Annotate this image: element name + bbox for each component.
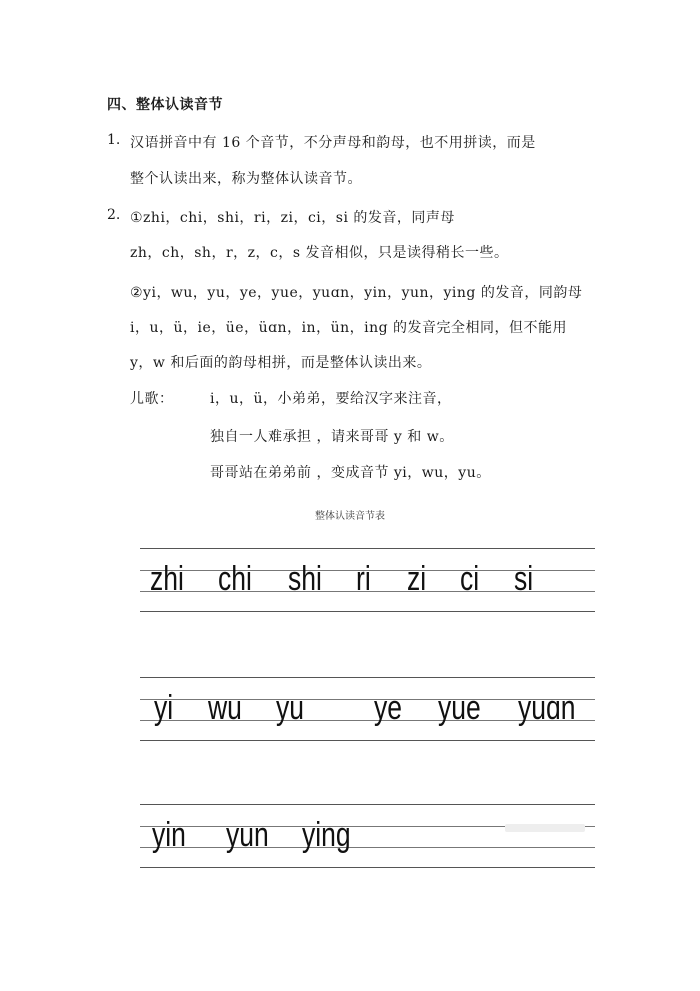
text-line: zh，ch，sh，r，z，c，s 发音相似，只是读得稍长一些。	[130, 245, 509, 261]
syllable: wu	[208, 689, 242, 727]
ruled-line	[140, 611, 595, 612]
syllable: yun	[226, 816, 269, 854]
syllable: ri	[356, 560, 371, 598]
rhyme-line: i，u，ü，小弟弟，要给汉字来注音，	[210, 391, 452, 407]
syllable: yin	[152, 816, 186, 854]
text-line: 整个认读出来，称为整体认读音节。	[130, 171, 362, 187]
text-line: y，w 和后面的韵母相拼，而是整体认读出来。	[130, 355, 432, 371]
point-number: 1.	[107, 132, 121, 148]
syllable: yuɑn	[518, 689, 576, 727]
ruled-line	[140, 847, 595, 848]
point-number: 2.	[107, 207, 121, 223]
syllable: yu	[276, 689, 305, 727]
syllable: zi	[407, 560, 427, 598]
syllable: ye	[374, 689, 403, 727]
rhyme-line: 哥哥站在弟弟前 ，变成音节 yi，wu，yu。	[210, 465, 491, 481]
text-line: ②yi，wu，yu，ye，yue，yuɑn，yin，yun，ying 的发音，同韵母	[130, 285, 583, 301]
rhyme-label: 儿歌：	[130, 391, 174, 407]
syllable: ying	[302, 816, 351, 854]
text-line: i，u，ü，ie，üe，üɑn，in，ün，ing 的发音完全相同，但不能用	[130, 320, 568, 336]
watermark-mark	[505, 824, 585, 832]
ruled-line	[140, 740, 595, 741]
syllable: chi	[218, 560, 252, 598]
syllable: si	[514, 560, 534, 598]
syllable-row	[140, 677, 595, 741]
ruled-line	[140, 867, 595, 868]
syllable: shi	[288, 560, 322, 598]
ruled-line	[140, 677, 595, 678]
text-line: ①zhi，chi，shi，ri，zi，ci，si 的发音，同声母	[130, 210, 455, 226]
rhyme-line: 独自一人难承担 ，请来哥哥 y 和 w。	[210, 429, 454, 445]
syllable: yi	[154, 689, 174, 727]
syllable: ci	[460, 560, 480, 598]
syllable-row	[140, 548, 595, 612]
syllable: yue	[438, 689, 481, 727]
ruled-line	[140, 804, 595, 805]
ruled-line	[140, 548, 595, 549]
table-title: 整体认读音节表	[315, 511, 385, 522]
syllable: zhi	[150, 560, 184, 598]
text-line: 汉语拼音中有 16 个音节，不分声母和韵母，也不用拼读，而是	[130, 135, 536, 151]
section-heading: 四、整体认读音节	[107, 97, 223, 113]
syllable-row	[140, 804, 595, 868]
